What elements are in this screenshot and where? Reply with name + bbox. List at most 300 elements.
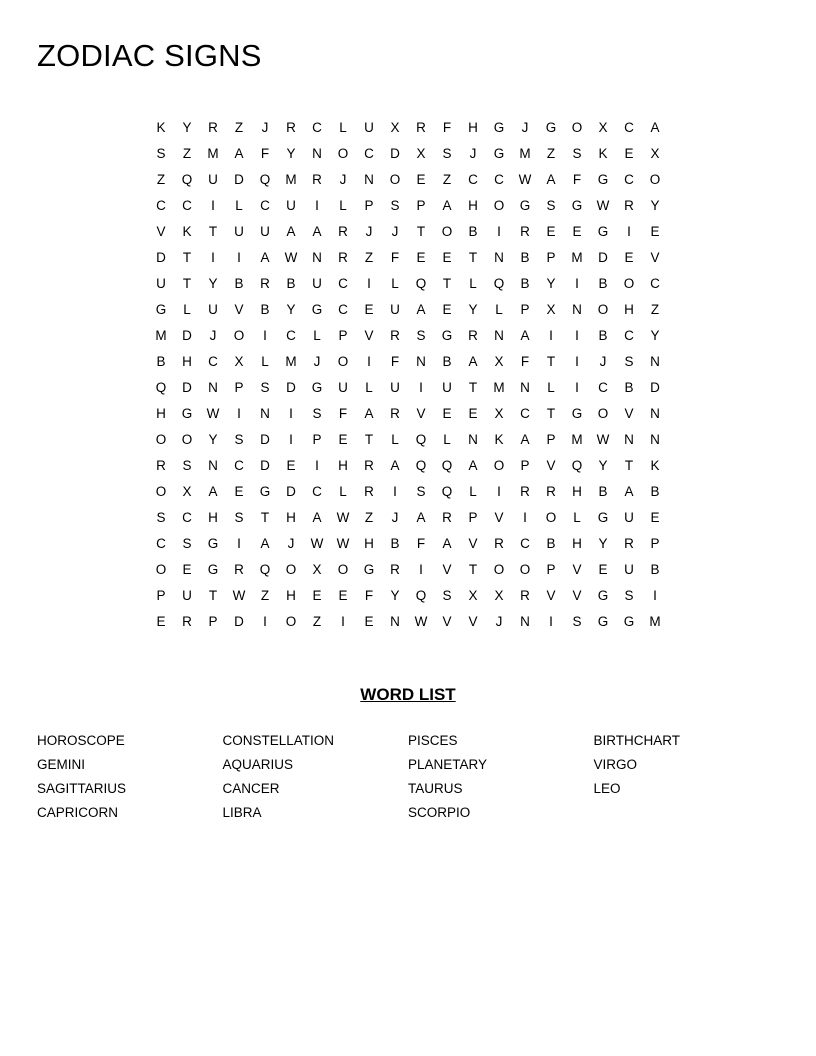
grid-cell: B (260, 302, 270, 317)
grid-cell: W (336, 536, 350, 551)
grid-cell: Q (259, 562, 271, 577)
grid-cell: D (182, 328, 192, 343)
grid-cell: Q (259, 172, 271, 187)
grid-cell: N (650, 432, 660, 447)
grid-cell: V (416, 406, 426, 421)
grid-row (148, 245, 672, 271)
grid-row (148, 193, 672, 219)
grid-cell: L (391, 432, 399, 447)
grid-cell: Z (234, 120, 244, 135)
grid-cell: G (441, 328, 453, 343)
grid-cell: R (364, 458, 374, 473)
grid-cell: Y (468, 302, 478, 317)
grid-cell: T (546, 354, 556, 369)
grid-cell: N (494, 250, 504, 265)
grid-cell: K (598, 146, 608, 161)
grid-cell: G (493, 146, 505, 161)
grid-cell: C (156, 536, 166, 551)
grid-cell: I (549, 328, 553, 343)
grid-cell: F (390, 354, 400, 369)
grid-cell: I (627, 224, 631, 239)
grid-cell: C (598, 380, 608, 395)
grid-cell: B (442, 354, 452, 369)
grid-cell: X (468, 588, 478, 603)
grid-cell: K (494, 432, 504, 447)
word-list-item: CANCER (222, 781, 280, 796)
grid-cell: P (234, 380, 244, 395)
grid-cell: N (364, 172, 374, 187)
grid-cell: A (468, 354, 478, 369)
grid-cell: B (520, 276, 530, 291)
grid-cell: E (442, 406, 452, 421)
grid-cell: S (182, 458, 192, 473)
word-list-item: PISCES (408, 733, 458, 748)
grid-cell: Q (493, 276, 505, 291)
grid-cell: J (209, 328, 217, 343)
grid-cell: C (624, 172, 634, 187)
grid-cell: A (416, 302, 426, 317)
grid-cell: N (416, 354, 426, 369)
grid-cell: R (312, 172, 322, 187)
grid-cell: S (416, 484, 426, 499)
word-list-item: SCORPIO (408, 805, 471, 820)
grid-cell: O (623, 276, 635, 291)
grid-cell: E (546, 224, 556, 239)
grid-cell: R (442, 510, 452, 525)
grid-cell: V (364, 328, 374, 343)
grid-cell: N (494, 328, 504, 343)
grid-cell: D (390, 146, 400, 161)
grid-cell: V (572, 562, 582, 577)
grid-cell: U (312, 276, 322, 291)
grid-cell: C (234, 458, 244, 473)
grid-cell: E (416, 172, 426, 187)
grid-cell: Y (546, 276, 556, 291)
grid-cell: X (494, 588, 504, 603)
grid-cell: G (623, 614, 635, 629)
grid-cell: X (234, 354, 244, 369)
grid-cell: L (339, 198, 347, 213)
grid-cell: H (286, 510, 296, 525)
grid-cell: L (391, 276, 399, 291)
grid-row (148, 297, 672, 323)
grid-cell: C (182, 198, 192, 213)
grid-cell: S (234, 432, 244, 447)
grid-cell: W (206, 406, 220, 421)
grid-cell: J (521, 120, 529, 135)
grid-cell: E (364, 614, 374, 629)
grid-cell: T (182, 250, 192, 265)
grid-cell: S (442, 588, 452, 603)
grid-cell: A (468, 458, 478, 473)
grid-row (148, 453, 672, 479)
grid-cell: E (650, 224, 660, 239)
grid-cell: O (493, 562, 505, 577)
grid-cell: M (493, 380, 505, 395)
grid-cell: Z (260, 588, 270, 603)
grid-cell: Q (181, 172, 193, 187)
grid-cell: U (156, 276, 166, 291)
grid-cell: I (289, 432, 293, 447)
grid-cell: J (313, 354, 321, 369)
grid-cell: G (259, 484, 271, 499)
grid-cell: B (598, 484, 608, 499)
grid-cell: J (469, 146, 477, 161)
grid-cell: R (624, 198, 634, 213)
grid-cell: L (469, 484, 477, 499)
grid-cell: F (416, 536, 426, 551)
grid-cell: F (338, 406, 348, 421)
grid-cell: O (597, 302, 609, 317)
grid-cell: U (624, 562, 634, 577)
grid-cell: C (624, 328, 634, 343)
grid-cell: W (596, 432, 610, 447)
grid-cell: W (232, 588, 246, 603)
grid-cell: I (211, 198, 215, 213)
grid-cell: R (520, 588, 530, 603)
grid-cell: P (546, 432, 556, 447)
grid-cell: C (156, 198, 166, 213)
grid-cell: H (338, 458, 348, 473)
grid-cell: A (650, 120, 660, 135)
grid-cell: N (650, 354, 660, 369)
grid-cell: J (339, 172, 347, 187)
grid-cell: I (419, 380, 423, 395)
grid-cell: B (156, 354, 166, 369)
grid-cell: G (571, 198, 583, 213)
grid-cell: N (312, 146, 322, 161)
grid-cell: S (416, 328, 426, 343)
grid-cell: Z (364, 510, 374, 525)
grid-cell: M (571, 432, 583, 447)
grid-cell: Y (208, 432, 218, 447)
grid-cell: E (312, 588, 322, 603)
grid-cell: I (653, 588, 657, 603)
grid-cell: U (390, 380, 400, 395)
grid-cell: I (575, 328, 579, 343)
grid-cell: S (572, 146, 582, 161)
grid-cell: G (519, 198, 531, 213)
grid-cell: C (260, 198, 270, 213)
grid-cell: L (365, 380, 373, 395)
grid-cell: U (234, 224, 244, 239)
grid-cell: A (286, 224, 296, 239)
grid-row (148, 115, 672, 141)
grid-cell: V (468, 536, 478, 551)
grid-cell: U (364, 120, 374, 135)
grid-cell: R (338, 224, 348, 239)
grid-cell: A (260, 250, 270, 265)
grid-cell: Y (650, 328, 660, 343)
grid-cell: M (155, 328, 167, 343)
grid-cell: E (624, 146, 634, 161)
grid-row (148, 219, 672, 245)
grid-cell: E (572, 224, 582, 239)
grid-cell: F (260, 146, 270, 161)
grid-cell: Z (312, 614, 322, 629)
grid-cell: U (390, 302, 400, 317)
grid-cell: Y (182, 120, 192, 135)
grid-cell: G (207, 536, 219, 551)
grid-cell: D (286, 380, 296, 395)
word-list-item: CAPRICORN (37, 805, 119, 820)
grid-row (148, 583, 672, 609)
grid-cell: Q (415, 276, 427, 291)
grid-cell: J (261, 120, 269, 135)
word-list-item: BIRTHCHART (593, 733, 681, 748)
grid-cell: V (650, 250, 660, 265)
grid-cell: M (649, 614, 661, 629)
grid-row (148, 609, 672, 635)
grid-cell: P (546, 250, 556, 265)
grid-cell: M (207, 146, 219, 161)
grid-cell: N (260, 406, 270, 421)
word-list-item: CONSTELLATION (222, 733, 335, 748)
grid-cell: M (285, 354, 297, 369)
grid-cell: W (414, 614, 428, 629)
grid-cell: R (338, 250, 348, 265)
grid-cell: T (208, 224, 218, 239)
grid-cell: T (468, 380, 478, 395)
grid-cell: C (624, 120, 634, 135)
grid-cell: O (155, 432, 167, 447)
grid-cell: F (390, 250, 400, 265)
grid-cell: Z (156, 172, 166, 187)
grid-cell: A (364, 406, 374, 421)
grid-cell: Y (208, 276, 218, 291)
grid-cell: E (182, 562, 192, 577)
grid-cell: R (520, 484, 530, 499)
grid-cell: X (546, 302, 556, 317)
grid-cell: L (495, 302, 503, 317)
grid-cell: I (315, 198, 319, 213)
grid-cell: N (650, 406, 660, 421)
grid-cell: X (312, 562, 322, 577)
grid-cell: V (494, 510, 504, 525)
grid-cell: S (156, 510, 166, 525)
grid-cell: S (624, 588, 634, 603)
grid-cell: O (389, 172, 401, 187)
grid-cell: P (338, 328, 348, 343)
grid-cell: Q (415, 588, 427, 603)
grid-cell: N (520, 380, 530, 395)
word-list-item: VIRGO (593, 757, 638, 772)
grid-cell: R (546, 484, 556, 499)
word-search-grid (148, 115, 672, 635)
grid-cell: R (390, 562, 400, 577)
grid-cell: H (286, 588, 296, 603)
grid-cell: J (495, 614, 503, 629)
grid-cell: W (310, 536, 324, 551)
grid-cell: A (260, 536, 270, 551)
grid-cell: X (598, 120, 608, 135)
grid-cell: K (650, 458, 660, 473)
grid-cell: I (289, 406, 293, 421)
grid-cell: G (571, 406, 583, 421)
grid-cell: C (520, 536, 530, 551)
grid-cell: T (442, 276, 452, 291)
grid-cell: E (468, 406, 478, 421)
grid-cell: D (598, 250, 608, 265)
grid-cell: H (624, 302, 634, 317)
grid-cell: U (208, 172, 218, 187)
grid-cell: Q (441, 458, 453, 473)
word-list-item: SAGITTARIUS (37, 781, 127, 796)
grid-cell: G (597, 614, 609, 629)
grid-row (148, 401, 672, 427)
grid-cell: E (286, 458, 296, 473)
grid-cell: R (286, 120, 296, 135)
grid-cell: R (208, 120, 218, 135)
grid-cell: Z (546, 146, 556, 161)
grid-cell: O (181, 432, 193, 447)
grid-cell: O (597, 406, 609, 421)
grid-cell: S (260, 380, 270, 395)
grid-cell: B (286, 276, 296, 291)
grid-row (148, 505, 672, 531)
grid-cell: X (390, 120, 400, 135)
grid-cell: K (182, 224, 192, 239)
grid-cell: Z (442, 172, 452, 187)
grid-cell: S (182, 536, 192, 551)
grid-cell: O (285, 562, 297, 577)
grid-cell: E (156, 614, 166, 629)
grid-cell: D (182, 380, 192, 395)
grid-cell: V (442, 562, 452, 577)
word-list-item: GEMINI (37, 757, 86, 772)
grid-cell: F (364, 588, 374, 603)
grid-cell: J (287, 536, 295, 551)
grid-cell: C (182, 510, 192, 525)
grid-cell: V (468, 614, 478, 629)
grid-cell: C (312, 120, 322, 135)
word-list-item: PLANETARY (408, 757, 488, 772)
grid-cell: D (234, 614, 244, 629)
word-list-item: TAURUS (408, 781, 463, 796)
grid-cell: B (650, 484, 660, 499)
grid-cell: P (520, 302, 530, 317)
grid-cell: V (442, 614, 452, 629)
grid-cell: G (155, 302, 167, 317)
word-list-heading: WORD LIST (360, 685, 456, 704)
grid-cell: D (650, 380, 660, 395)
grid-cell: B (624, 380, 634, 395)
grid-cell: Z (364, 250, 374, 265)
grid-cell: K (156, 120, 166, 135)
grid-cell: I (367, 276, 371, 291)
grid-cell: R (364, 484, 374, 499)
grid-cell: M (285, 172, 297, 187)
grid-cell: N (390, 614, 400, 629)
grid-cell: T (182, 276, 192, 291)
grid-cell: X (182, 484, 192, 499)
grid-cell: L (313, 328, 321, 343)
grid-cell: L (443, 432, 451, 447)
grid-cell: O (155, 562, 167, 577)
grid-cell: Y (286, 302, 296, 317)
grid-cell: S (546, 198, 556, 213)
grid-cell: W (336, 510, 350, 525)
grid-cell: E (234, 484, 244, 499)
grid-cell: V (546, 588, 556, 603)
grid-cell: H (572, 484, 582, 499)
grid-cell: O (337, 562, 349, 577)
grid-cell: F (572, 172, 582, 187)
grid-cell: E (416, 250, 426, 265)
grid-cell: L (339, 484, 347, 499)
word-list-item: AQUARIUS (222, 757, 294, 772)
grid-cell: O (155, 484, 167, 499)
grid-row (148, 167, 672, 193)
grid-cell: A (234, 146, 244, 161)
grid-cell: E (442, 302, 452, 317)
grid-cell: G (493, 120, 505, 135)
grid-cell: R (182, 614, 192, 629)
grid-cell: O (493, 458, 505, 473)
grid-cell: S (624, 354, 634, 369)
grid-cell: I (211, 250, 215, 265)
grid-cell: E (338, 432, 348, 447)
grid-cell: R (390, 406, 400, 421)
grid-cell: I (575, 380, 579, 395)
word-list (37, 729, 779, 825)
grid-cell: Y (598, 458, 608, 473)
grid-cell: D (260, 432, 270, 447)
grid-cell: H (182, 354, 192, 369)
grid-cell: Q (415, 432, 427, 447)
grid-cell: A (416, 510, 426, 525)
grid-cell: I (237, 250, 241, 265)
grid-cell: X (494, 354, 504, 369)
grid-cell: R (468, 328, 478, 343)
grid-cell: J (391, 224, 399, 239)
grid-cell: I (419, 562, 423, 577)
grid-cell: E (598, 562, 608, 577)
grid-cell: J (365, 224, 373, 239)
grid-cell: A (624, 484, 634, 499)
grid-cell: Q (415, 458, 427, 473)
grid-cell: C (338, 302, 348, 317)
grid-cell: Q (155, 380, 167, 395)
grid-cell: N (624, 432, 634, 447)
grid-cell: L (469, 276, 477, 291)
grid-cell: X (650, 146, 660, 161)
grid-cell: W (596, 198, 610, 213)
grid-cell: O (493, 198, 505, 213)
grid-cell: I (575, 354, 579, 369)
grid-cell: R (520, 224, 530, 239)
grid-cell: F (520, 354, 530, 369)
grid-cell: A (442, 536, 452, 551)
grid-cell: B (598, 328, 608, 343)
grid-cell: B (598, 276, 608, 291)
grid-row (148, 479, 672, 505)
grid-cell: I (341, 614, 345, 629)
grid-row (148, 141, 672, 167)
grid-cell: A (312, 510, 322, 525)
grid-cell: V (572, 588, 582, 603)
grid-cell: G (311, 302, 323, 317)
grid-cell: U (260, 224, 270, 239)
grid-cell: R (156, 458, 166, 473)
grid-cell: L (573, 510, 581, 525)
grid-cell: Y (390, 588, 400, 603)
grid-cell: T (624, 458, 634, 473)
grid-cell: E (624, 250, 634, 265)
grid-cell: L (183, 302, 191, 317)
grid-cell: H (468, 120, 478, 135)
grid-cell: D (156, 250, 166, 265)
